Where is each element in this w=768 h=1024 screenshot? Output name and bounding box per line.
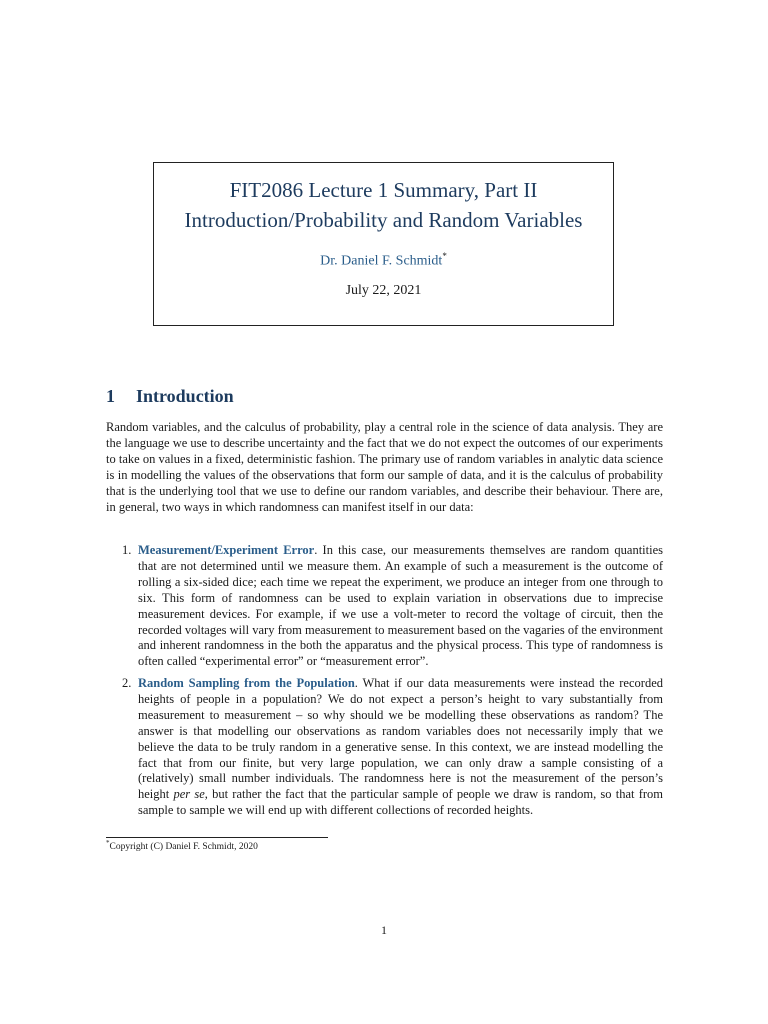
author-text: Dr. Daniel F. Schmidt xyxy=(320,253,443,269)
footnote-text: Copyright (C) Daniel F. Schmidt, 2020 xyxy=(109,842,258,853)
list-item-text: . In this case, our measurements themselves are random quantities that are not determined until we measure them. An example of such a measurement is the outcome of rolling a six-sided dice; each time we repeat the experiment, we produce an integer from one through to six. This form of randomness can be used to explain variation in observations due to imprecise measurement devices. For example, if we use a volt-meter to record the voltage of circuit, then the recorded voltages will vary from measurement to measurement based on the vagaries of the environment and inherent randomness in the both the apparatus and the physical process. This type of randomness is often called “experimental error” or “measurement error”. xyxy=(138,543,664,669)
section-title: Introduction xyxy=(136,386,234,406)
list-item-title: Random Sampling from the Population xyxy=(138,676,355,690)
list-item xyxy=(106,676,663,819)
footnote-mark: * xyxy=(106,839,110,847)
list-item-text-end: , but rather the fact that the particular sample of people we draw is random, so that from sample to sample we will end up with different collections of recorded heights. xyxy=(138,787,664,818)
list-item-body xyxy=(138,543,663,670)
author-footnote-mark: * xyxy=(442,251,447,261)
document-date: July 22, 2021 xyxy=(345,282,422,298)
section-heading xyxy=(106,386,234,407)
author-name xyxy=(154,251,613,270)
document-title-line-1: FIT2086 Lecture 1 Summary, Part II xyxy=(229,178,538,202)
list-item-text: . What if our data measurements were instead the recorded heights of people in a population? We do not expect a person’s height to vary substantially from measurement to measurement – so why should we be modelling these observations as random? The answer is that modelling our observations as random variables does not necessarily imply that we believe the data to be truly random in a generative sense. In this context, we are instead modelling the fact that from our finite, but very large population, we can only draw a sample consisting of a (relatively) small number individuals. The randomness here is not the measurement of the person’s height xyxy=(138,676,663,802)
title-block xyxy=(153,162,614,326)
page-number: 1 xyxy=(381,923,387,937)
document-title-line-2: Introduction/Probability and Random Variables xyxy=(184,208,583,232)
footnote-divider xyxy=(106,837,328,838)
list-item-number: 2. xyxy=(122,676,132,690)
list-item-italic: per se xyxy=(173,787,205,802)
list-item-title: Measurement/Experiment Error xyxy=(138,543,315,557)
list-item-number: 1. xyxy=(122,543,132,557)
list-item xyxy=(106,543,663,670)
list-item-body xyxy=(138,676,663,819)
footnote xyxy=(106,839,258,852)
section-number: 1 xyxy=(106,386,115,406)
intro-paragraph: Random variables, and the calculus of probability, play a central role in the science of data analysis. They are the language we use to describe uncertainty and the fact that we do not expect the outcomes of our experiments to take on values in a fixed, deterministic fashion. The primary use of random variables in analytic data science is in modelling the values of the observations that form our sample of data, and it is the calculus of probability that is the underlying tool that we use to define our random variables, and describe their behaviour. There are, in general, two ways in which randomness can manifest itself in our data: xyxy=(106,420,663,514)
